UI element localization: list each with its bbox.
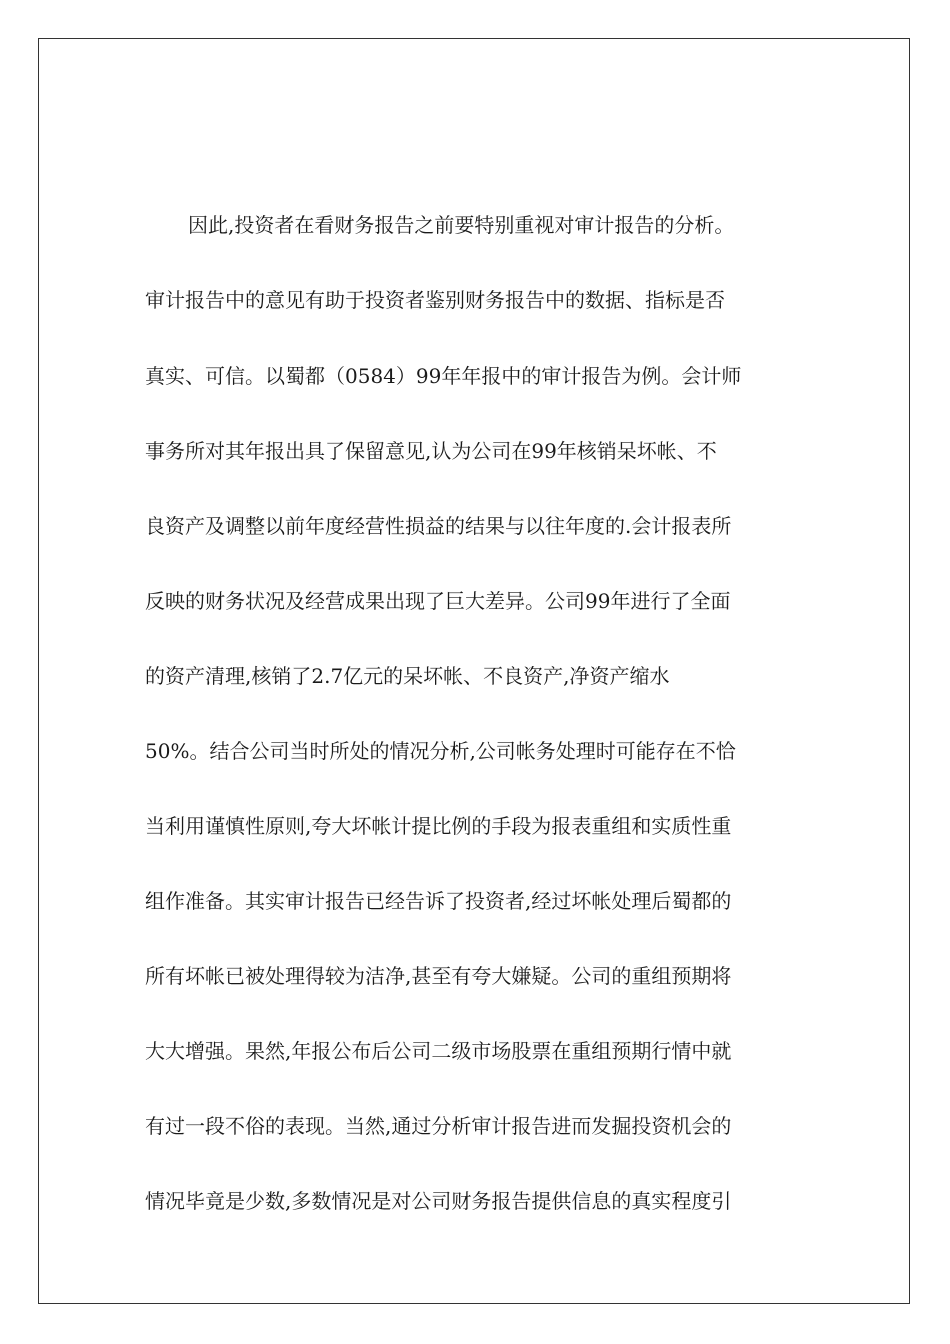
text-line: 情况毕竟是少数,多数情况是对公司财务报告提供信息的真实程度引 [145, 1189, 732, 1213]
text-line: 真实、可信。以蜀都（0584）99年年报中的审计报告为例。会计师 [145, 364, 742, 388]
text-line: 50%。结合公司当时所处的情况分析,公司帐务处理时可能存在不恰 [145, 739, 736, 763]
text-line: 的资产清理,核销了2.7亿元的呆坏帐、不良资产,净资产缩水 [145, 664, 670, 688]
text-line: 审计报告中的意见有助于投资者鉴别财务报告中的数据、指标是否 [145, 288, 725, 312]
text-line: 反映的财务状况及经营成果出现了巨大差异。公司99年进行了全面 [145, 589, 731, 613]
text-line: 事务所对其年报出具了保留意见,认为公司在99年核销呆坏帐、不 [145, 439, 717, 463]
text-line: 大大增强。果然,年报公布后公司二级市场股票在重组预期行情中就 [145, 1039, 732, 1063]
text-line: 组作准备。其实审计报告已经告诉了投资者,经过坏帐处理后蜀都的 [145, 889, 732, 913]
text-line: 当利用谨慎性原则,夸大坏帐计提比例的手段为报表重组和实质性重 [145, 814, 732, 838]
text-line: 良资产及调整以前年度经营性损益的结果与以往年度的.会计报表所 [145, 514, 732, 538]
text-line: 所有坏帐已被处理得较为洁净,甚至有夸大嫌疑。公司的重组预期将 [145, 964, 732, 988]
text-line: 有过一段不俗的表现。当然,通过分析审计报告进而发掘投资机会的 [145, 1114, 732, 1138]
text-line: 因此,投资者在看财务报告之前要特别重视对审计报告的分析。 [188, 213, 735, 237]
